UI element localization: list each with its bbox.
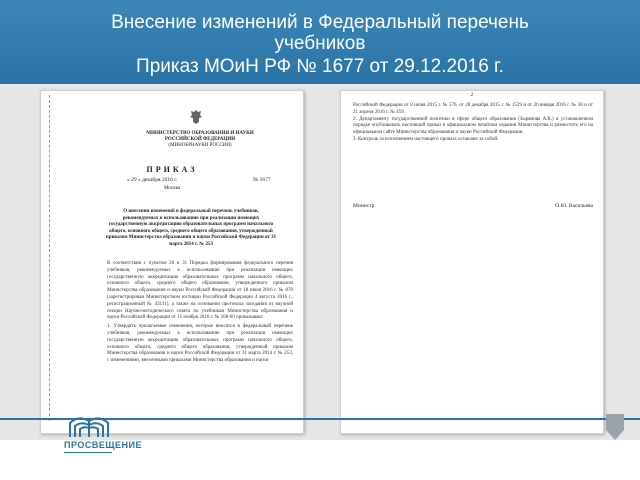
coat-of-arms-icon [189, 109, 203, 125]
slide-title-line2: учебников [274, 33, 366, 54]
signer-title: Министр [353, 203, 375, 209]
ministry-line2: РОССИЙСКОЙ ФЕДЕРАЦИИ [164, 137, 236, 142]
order-number: № 1677 [253, 177, 271, 183]
prosveshchenie-logo-icon [66, 413, 112, 439]
logo-underline [64, 452, 112, 453]
signer-name: О.Ю. Васильева [555, 203, 593, 209]
page2-body [353, 103, 593, 144]
page2-paragraph-1: Российской Федерации от 8 июня 2015 г. № 576, от 28 декабря 2015 г. № 1529 и от 26 января 2016 г. № 38 и от 21 апреля 2016 г. № 459. [353, 103, 593, 115]
logo-text: ПРОСВЕЩЕНИЕ [64, 440, 143, 450]
ministry-line1: МИНИСТЕРСТВО ОБРАЗОВАНИЯ И НАУКИ [146, 131, 254, 136]
page-number: 2 [470, 93, 474, 98]
page2-paragraph-2: 2. Департаменту государственной политики в сфере общего образования (Зырянова А.В.) в установленном порядке опубликовать настоящий приказ в официальном печатном издании Министерства и разместить его на официальном сайте Министерства образования и науки Российской Федерации. [353, 116, 593, 136]
decorative-shield-icon [604, 412, 626, 442]
slide-title-line3: Приказ МОиН РФ № 1677 от 29.12.2016 г. [136, 56, 504, 77]
order-body [107, 261, 293, 365]
order-city: Москва [163, 186, 181, 191]
order-heading: О внесении изменений в федеральный перечень учебников, рекомендуемых к использованию при реализации имеющих государственную аккредитацию образовательных программ начального общего, основного общего, среднего общего образования, утвержденный приказом Министерства образования и науки Российской Федерации от 31 марта 2014 г. № 253 [105, 209, 277, 247]
binding-strip [49, 95, 56, 421]
ministry-line3: (МИНОБРНАУКИ РОССИИ) [168, 143, 232, 148]
document-stage [0, 84, 640, 440]
slide-title-line1: Внесение изменений в Федеральный перечень [111, 12, 529, 33]
order-paragraph-1: В соответствии с пунктом 26 и 31 Порядка формирования федерального перечня учебников, рекомендуемых к использованию при реализации имеющих государственную аккредитацию образовательных программ начального общего, основного общего, среднего общего образования, утвержденного приказом Министерства образования и науки Российской Федерации от 18 июля 2016 г. № 870 (зарегистрирован Министерством юстиции Российской Федерации 4 августа 2016 г., регистрационный № 43111), а также на основании протокола заседания от научной секции Научно-методического совета по учебникам Министерства образования и науки Российской Федерации от 15 ноября 2016 г. № 108-60 приказываю: [107, 261, 293, 321]
order-paragraph-2: 1. Утвердить прилагаемые изменения, которые вносятся в федеральный перечень учебников, рекомендуемых к использованию при реализации имеющих государственную аккредитацию образовательных программ начального общего, основного общего, среднего общего образования, утвержденный приказом Министерства образования и науки Российской Федерации от 31 марта 2014 г. № 253, с изменениями, внесенными приказами Министерства образования и науки [107, 324, 293, 364]
document-page-1 [40, 90, 304, 434]
order-word: ПРИКАЗ [146, 165, 198, 174]
order-date: « 29 » декабря 2016 г. [127, 177, 178, 183]
ministry-header [141, 131, 259, 149]
page2-paragraph-3: 3. Контроль за исполнением настоящего приказа оставляю за собой. [353, 136, 499, 142]
slide-header [0, 0, 640, 84]
document-page-2 [340, 90, 604, 434]
signature-block [353, 203, 593, 209]
